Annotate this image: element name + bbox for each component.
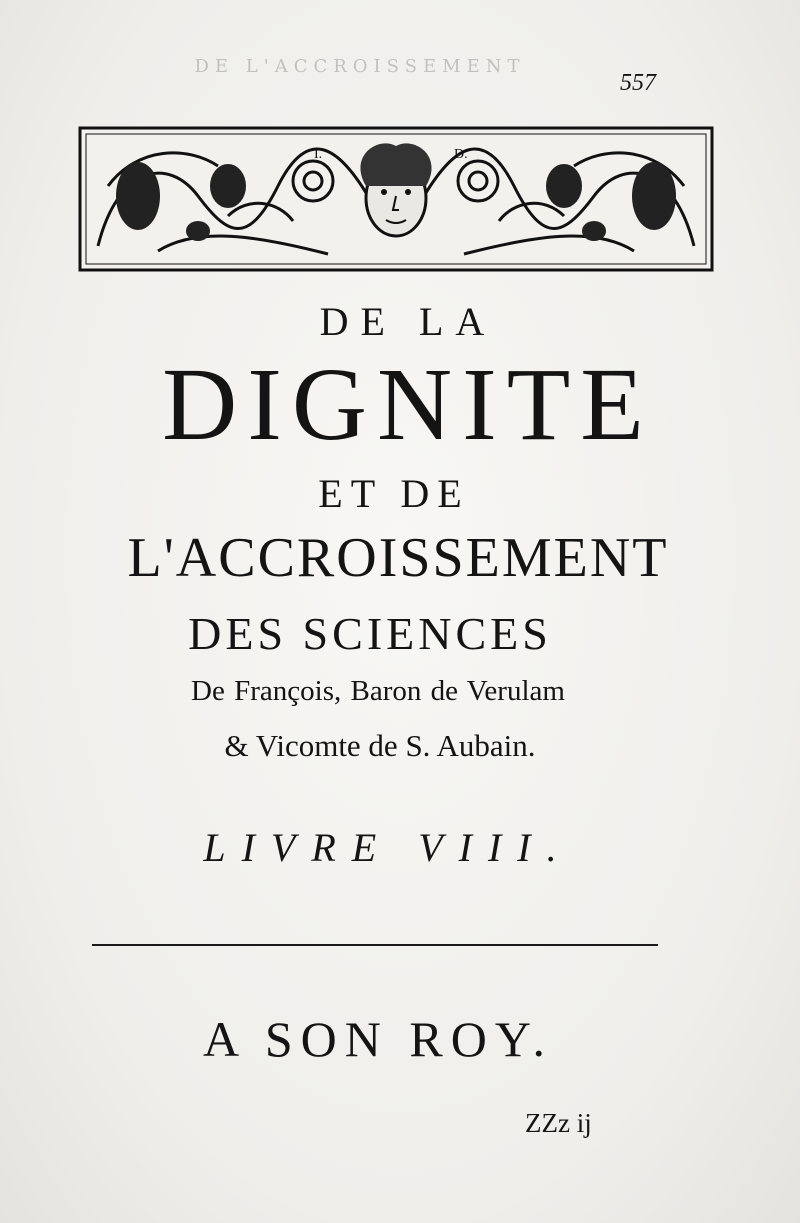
author-line: De François, Baron de Verulam (191, 675, 565, 707)
title-line-4: L'ACCROISSEMENT (127, 527, 669, 589)
headpiece-initial-right: D. (454, 147, 468, 162)
title-line-3: ET DE (318, 471, 470, 516)
title-line-2: DIGNITE (162, 347, 654, 462)
author-line-2: & Vicomte de S. Aubain. (224, 728, 536, 763)
horizontal-rule (92, 944, 658, 946)
signature-mark: ZZz ij (525, 1108, 592, 1138)
ornamental-headpiece (78, 126, 714, 272)
title-line-1: DE LA (319, 299, 497, 344)
title-line-5: DES SCIENCES (188, 608, 552, 659)
dedication: A SON ROY. (203, 1011, 553, 1067)
running-head: DE L'ACCROISSEMENT (194, 56, 526, 77)
page-number: 557 (620, 70, 656, 96)
headpiece-initial-left: I. (314, 147, 323, 162)
book-number: LIVRE VIII. (203, 825, 573, 870)
